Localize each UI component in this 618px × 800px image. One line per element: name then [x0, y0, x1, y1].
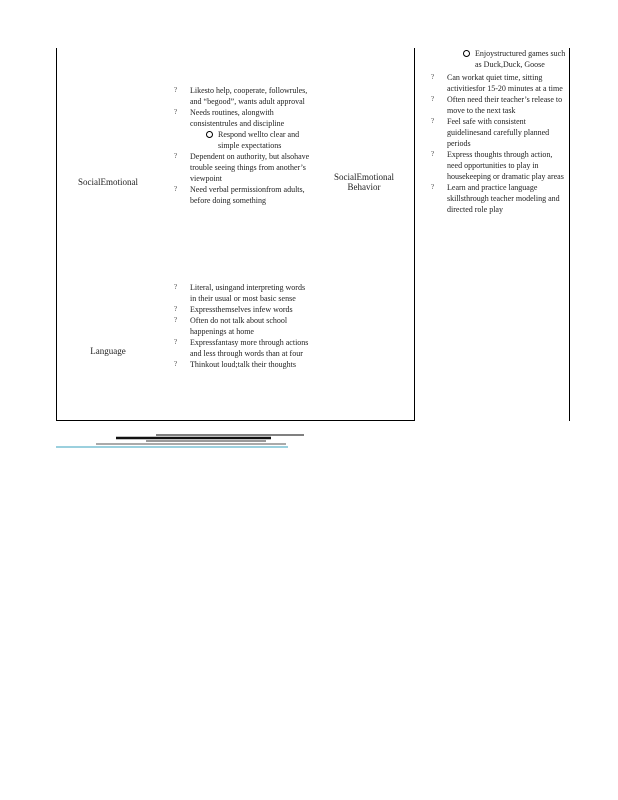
category-social-emotional-behavior: SocialEmotional Behavior — [334, 172, 394, 192]
right-column-border — [569, 48, 570, 421]
list-subitem: Respond wellto clear and simple expectations — [218, 129, 304, 151]
table-right-border — [414, 48, 415, 421]
language-list — [174, 282, 312, 370]
bullet-icon: ? — [174, 360, 178, 368]
list-item: ? Expressfantasy more through actions and less through words than at four — [174, 338, 309, 358]
bullet-icon: ? — [174, 86, 178, 94]
table-left-border — [56, 48, 57, 421]
bullet-icon: ? — [431, 73, 435, 81]
circle-bullet-icon — [206, 131, 213, 138]
behavior-list — [431, 48, 567, 215]
list-item: ? Thinkout loud;talk their thoughts — [174, 360, 296, 369]
bullet-icon: ? — [174, 283, 178, 291]
bullet-icon: ? — [174, 152, 178, 160]
circle-bullet-icon — [463, 50, 470, 57]
list-item: ? Dependent on authority, but alsohave trouble seeing things from another’s viewpoint — [174, 152, 310, 183]
bullet-icon: ? — [174, 316, 178, 324]
list-item: ? Expressthemselves infew words — [174, 305, 293, 314]
category-social-emotional: SocialEmotional — [78, 177, 138, 187]
bullet-icon: ? — [174, 185, 178, 193]
list-item: ? Literal, usingand interpreting words in their usual or most basic sense — [174, 283, 306, 303]
decorative-footer-lines — [56, 430, 306, 450]
bullet-icon: ? — [174, 305, 178, 313]
bullet-icon: ? — [431, 150, 435, 158]
bullet-icon: ? — [174, 108, 178, 116]
bullet-icon: ? — [431, 95, 435, 103]
list-item: ? Feel safe with consistent guidelinesand carefully planned periods — [431, 117, 550, 148]
bullet-icon: ? — [431, 117, 435, 125]
list-item: ? Often need their teacher’s release to move to the next task — [431, 95, 563, 115]
list-item: ? Often do not talk about school happenings at home — [174, 316, 288, 336]
list-item: ? Needs routines, alongwith consistentrules and discipline — [174, 108, 285, 128]
bullet-icon: ? — [431, 183, 435, 191]
list-item: ? Need verbal permissionfrom adults, before doing something — [174, 185, 305, 205]
social-emotional-list — [174, 85, 312, 206]
list-item: ? Express thoughts through action, need opportunities to play in housekeeping or dramatic play areas — [431, 150, 564, 181]
category-language: Language — [90, 346, 126, 356]
list-item: ? Learn and practice language skillsthrough teacher modeling and directed role play — [431, 183, 560, 214]
list-subitem: Enjoystructured games such as Duck,Duck, Goose — [475, 48, 567, 70]
list-item: ? Likesto help, cooperate, followrules, and “begood”, wants adult approval — [174, 86, 308, 106]
table-bottom-border — [56, 420, 415, 421]
bullet-icon: ? — [174, 338, 178, 346]
list-item: ? Can workat quiet time, sitting activitiesfor 15-20 minutes at a time — [431, 73, 563, 93]
